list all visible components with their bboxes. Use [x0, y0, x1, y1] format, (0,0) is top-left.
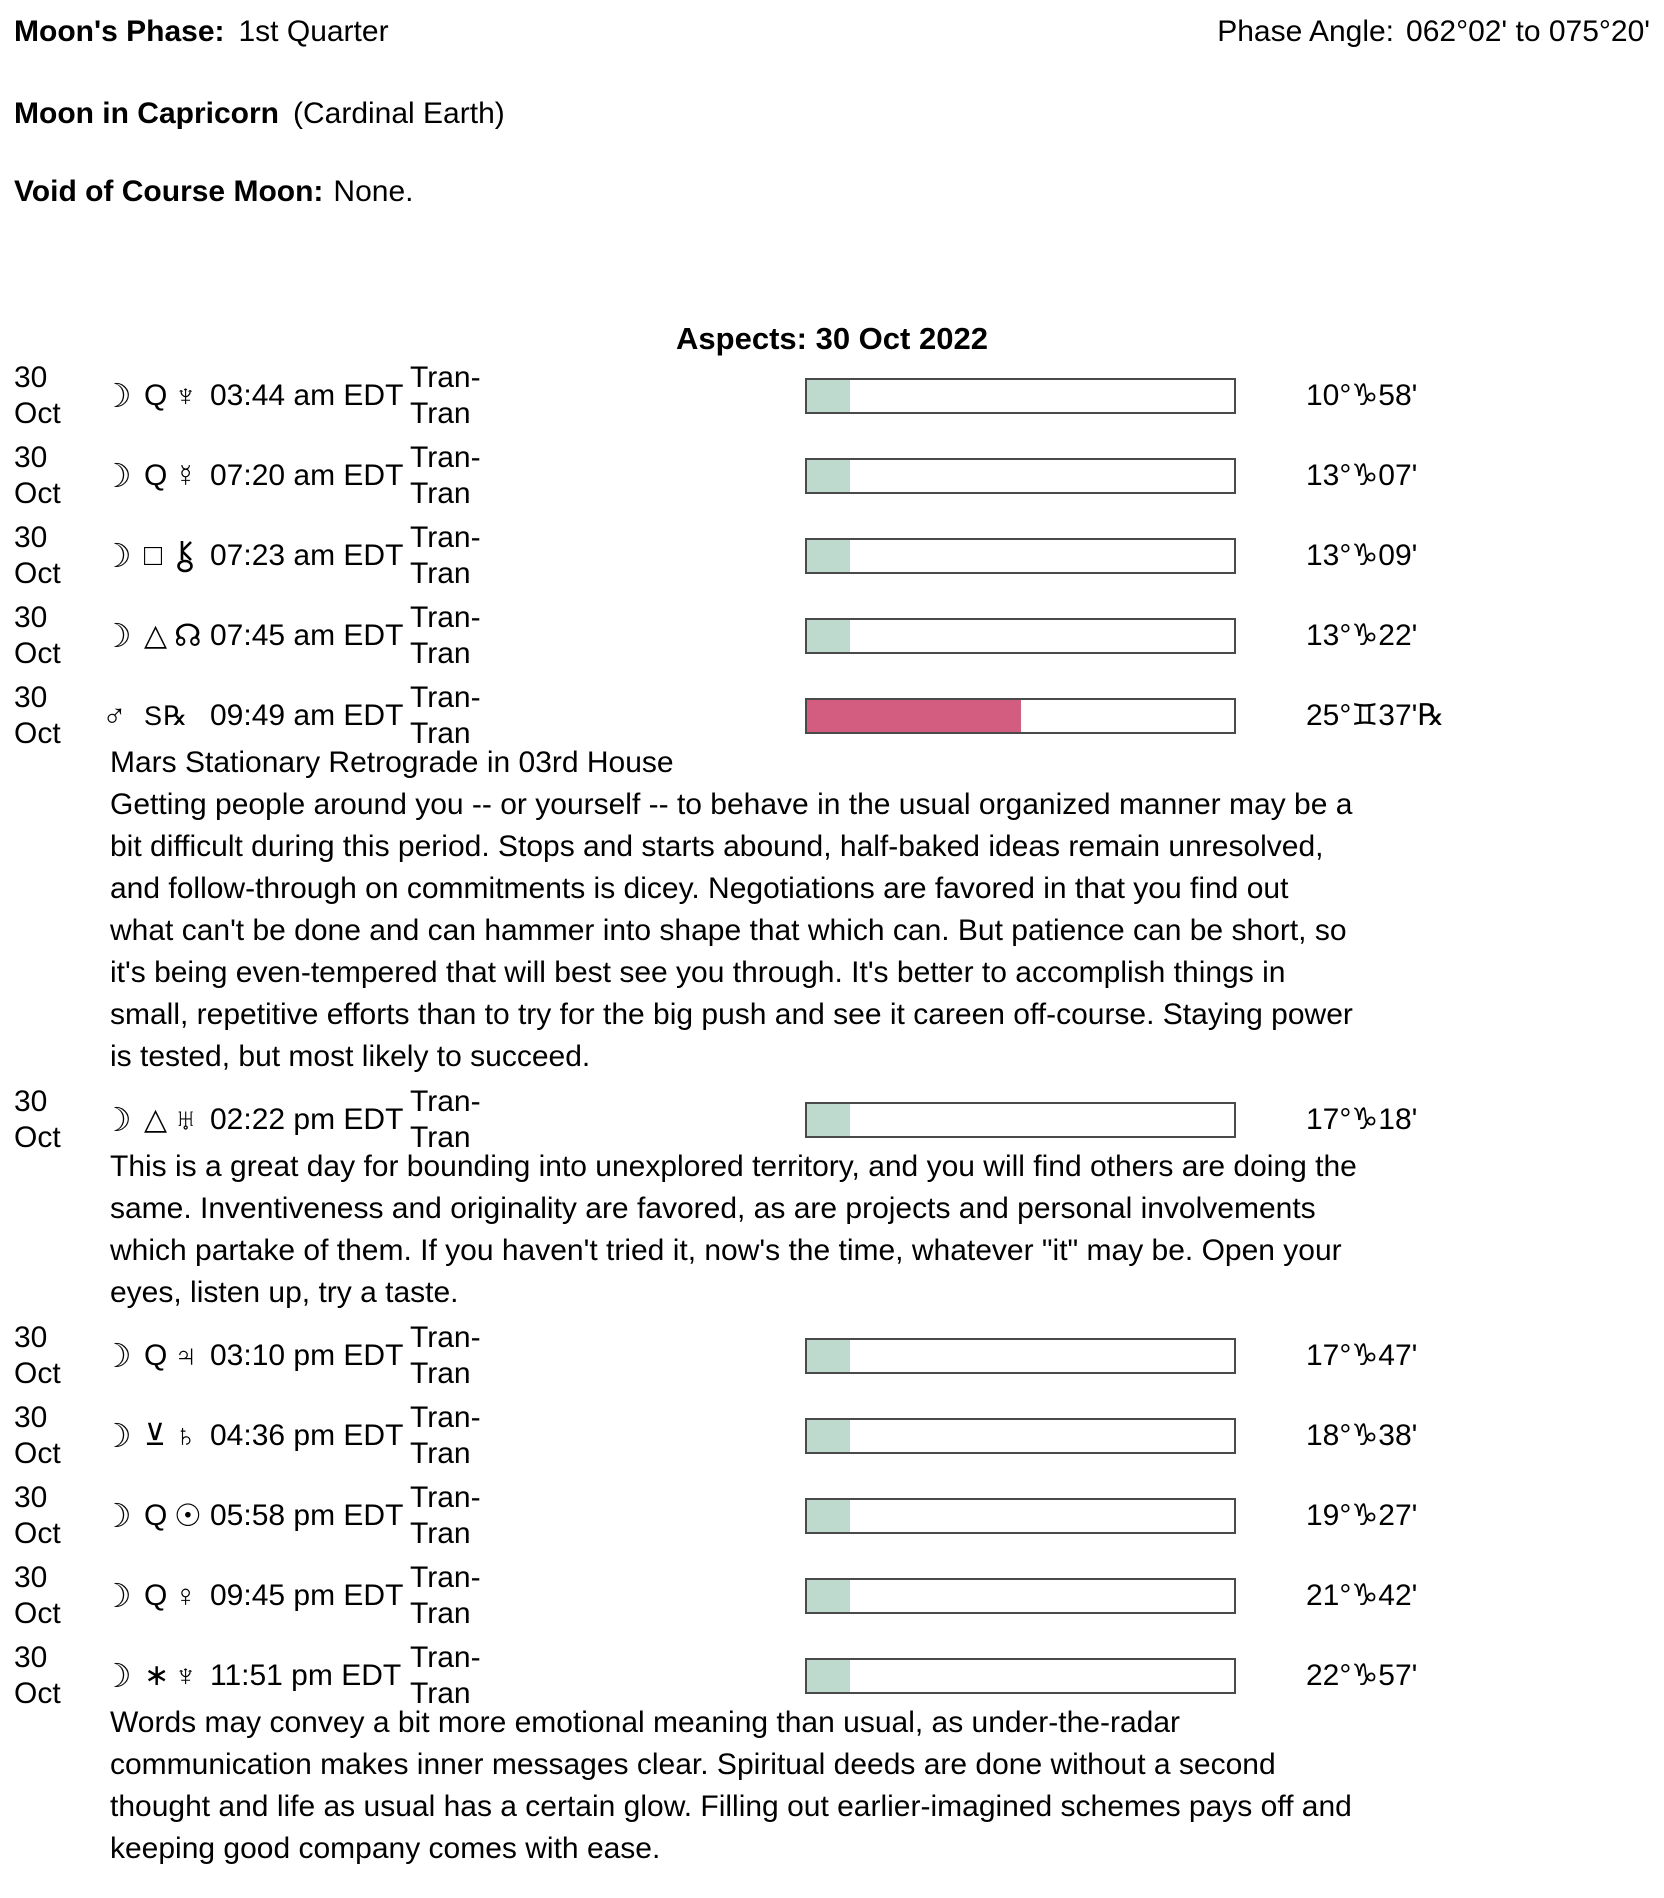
- orb-bar-fill: [807, 1660, 850, 1692]
- orb-bar: [805, 618, 1236, 654]
- chiron-icon: [174, 538, 210, 574]
- moon-sign-value: (Cardinal Earth): [293, 97, 505, 130]
- aspect-degree: 13°♑22': [1306, 619, 1418, 652]
- jupiter-icon: ♃: [174, 1338, 198, 1373]
- phase-angle-value: 062°02' to 075°20': [1406, 15, 1650, 48]
- orb-bar: [805, 698, 1236, 734]
- aspect-type: Tran-Tran: [410, 601, 481, 670]
- aspect-time: 09:49 am EDT: [210, 699, 404, 732]
- phase-angle-line: [1217, 12, 1650, 52]
- void-of-course-label: Void of Course Moon:: [14, 175, 324, 208]
- orb-bar: [805, 1658, 1236, 1694]
- orb-bar: [805, 378, 1236, 414]
- square-aspect-icon: □: [144, 539, 163, 572]
- moon-icon: ☽: [102, 1657, 132, 1694]
- aspect-time: 04:36 pm EDT: [210, 1419, 404, 1452]
- aspect-type: Tran-Tran: [410, 1561, 481, 1630]
- sextile-aspect-icon: ∗: [144, 1659, 170, 1692]
- stationary-retrograde-label: S℞: [144, 701, 189, 731]
- aspect-time: 07:23 am EDT: [210, 539, 404, 572]
- note-paragraph: This is a great day for bounding into unexplored territory, and you will find others are doing the same. Inventiveness and originality are favored, as are projects and personal involvements which partake of them. If you haven't tried it, now's the time, whatever "it" may be. Open your eyes, listen up, try a taste.: [110, 1150, 1357, 1309]
- orb-bar: [805, 538, 1236, 574]
- aspect-time: 07:45 am EDT: [210, 619, 404, 652]
- aspect-date: 30 Oct: [14, 601, 61, 670]
- trine-aspect-icon: △: [144, 619, 168, 652]
- orb-bar: [805, 1578, 1236, 1614]
- neptune-icon: ♆: [174, 378, 198, 413]
- mars-icon: ♂: [102, 697, 127, 734]
- orb-bar: [805, 458, 1236, 494]
- mercury-icon: ☿: [174, 458, 198, 493]
- quintile-aspect-icon: Q: [144, 379, 168, 412]
- quintile-aspect-icon: Q: [144, 1499, 168, 1532]
- moon-icon: ☽: [102, 457, 132, 494]
- moon-icon: ☽: [102, 1497, 132, 1534]
- note-paragraph: Getting people around you -- or yourself -- to behave in the usual organized manner may be a bit difficult during this period. Stops and starts abound, half-baked ideas remain unresolved, and follow-through on commitments is dicey. Negotiations are favored in that you find out what can't be done and can hammer into shape that which can. But patience can be short, so it's being even-tempered that will best see you through. It's better to accomplish things in small, repetitive efforts than to try for the big push and see it careen off-course. Staying power is tested, but most likely to succeed.: [110, 788, 1353, 1073]
- venus-icon: ♀: [174, 1578, 198, 1613]
- aspect-degree: 21°♑42': [1306, 1579, 1418, 1612]
- moon-sign-label: Moon in Capricorn: [14, 97, 279, 130]
- aspect-degree: 13°♑09': [1306, 539, 1418, 572]
- aspect-type: Tran-Tran: [410, 521, 481, 590]
- aspect-row: [14, 681, 1650, 750]
- moon-icon: ☽: [102, 1101, 132, 1138]
- aspect-degree: 18°♑38': [1306, 1419, 1418, 1452]
- aspect-type: Tran-Tran: [410, 1085, 481, 1154]
- aspect-row: [14, 1401, 1650, 1470]
- aspects-title: Aspects: 30 Oct 2022: [676, 321, 988, 356]
- aspect-date: 30 Oct: [14, 1561, 61, 1630]
- orb-bar-fill: [807, 700, 1021, 732]
- orb-bar-fill: [807, 540, 850, 572]
- aspect-row: [14, 1641, 1650, 1710]
- aspect-row: [14, 1481, 1650, 1550]
- orb-bar: [805, 1338, 1236, 1374]
- aspect-date: 30 Oct: [14, 521, 61, 590]
- aspect-type: Tran-Tran: [410, 1401, 481, 1470]
- orb-bar-fill: [807, 380, 850, 412]
- aspect-row: [14, 1321, 1650, 1390]
- quintile-aspect-icon: Q: [144, 459, 168, 492]
- aspect-time: 11:51 pm EDT: [210, 1659, 402, 1692]
- orb-bar: [805, 1102, 1236, 1138]
- chiron-glyph-shape: [174, 538, 198, 574]
- note-heading: Mars Stationary Retrograde in 03rd House: [110, 746, 674, 779]
- trine-aspect-icon: △: [144, 1103, 168, 1136]
- orb-bar-fill: [807, 620, 850, 652]
- orb-bar: [805, 1498, 1236, 1534]
- aspect-date: 30 Oct: [14, 1401, 61, 1470]
- aspect-note: [110, 1146, 1358, 1314]
- quintile-aspect-icon: Q: [144, 1579, 168, 1612]
- aspect-type: Tran-Tran: [410, 1321, 481, 1390]
- aspect-row: [14, 601, 1650, 670]
- orb-bar-fill: [807, 1420, 850, 1452]
- semisextile-aspect-icon: ⊻: [144, 1419, 166, 1452]
- moon-icon: ☽: [102, 1577, 132, 1614]
- aspect-type: Tran-Tran: [410, 681, 481, 750]
- moon-icon: ☽: [102, 537, 132, 574]
- aspect-time: 03:10 pm EDT: [210, 1339, 404, 1372]
- aspect-date: 30 Oct: [14, 1085, 61, 1154]
- orb-bar-fill: [807, 1500, 850, 1532]
- phase-angle-label: Phase Angle:: [1217, 15, 1395, 48]
- orb-bar-fill: [807, 1580, 850, 1612]
- aspect-date: 30 Oct: [14, 361, 61, 430]
- quintile-aspect-icon: Q: [144, 1339, 168, 1372]
- moon-icon: ☽: [102, 617, 132, 654]
- aspect-time: 07:20 am EDT: [210, 459, 404, 492]
- aspect-type: Tran-Tran: [410, 1641, 481, 1710]
- aspect-rows: [14, 361, 1650, 1870]
- moons-phase-line: [14, 12, 389, 52]
- aspect-row: [14, 1561, 1650, 1630]
- north-node-icon: ☊: [174, 618, 202, 653]
- moon-sign-line: [14, 94, 1650, 134]
- aspect-time: 05:58 pm EDT: [210, 1499, 404, 1532]
- header-top-row: [14, 12, 1650, 52]
- aspect-note: [110, 1702, 1358, 1870]
- sun-icon: ☉: [174, 1498, 202, 1533]
- aspect-time: 03:44 am EDT: [210, 379, 404, 412]
- orb-bar-fill: [807, 460, 850, 492]
- note-paragraph: Words may convey a bit more emotional meaning than usual, as under-the-radar communication makes inner messages clear. Spiritual deeds are done without a second thought and life as usual has a certain glow. Filling out earlier-imagined schemes pays off and keeping good company comes with ease.: [110, 1706, 1352, 1865]
- orb-bar: [805, 1418, 1236, 1454]
- uranus-icon: ♅: [174, 1102, 198, 1137]
- aspect-degree: 19°♑27': [1306, 1499, 1418, 1532]
- aspect-date: 30 Oct: [14, 1321, 61, 1390]
- void-of-course-line: [14, 172, 1650, 212]
- moons-phase-value: 1st Quarter: [238, 15, 389, 48]
- moon-icon: ☽: [102, 377, 132, 414]
- aspect-time: 02:22 pm EDT: [210, 1103, 404, 1136]
- orb-bar-fill: [807, 1104, 850, 1136]
- void-of-course-value: None.: [333, 175, 414, 208]
- aspect-type: Tran-Tran: [410, 441, 481, 510]
- aspect-row: [14, 441, 1650, 510]
- aspect-time: 09:45 pm EDT: [210, 1579, 404, 1612]
- neptune-icon: ♆: [174, 1658, 198, 1693]
- moon-icon: ☽: [102, 1337, 132, 1374]
- aspect-type: Tran-Tran: [410, 1481, 481, 1550]
- aspect-row: [14, 361, 1650, 430]
- moons-phase-label: Moon's Phase:: [14, 15, 225, 48]
- aspect-type: Tran-Tran: [410, 361, 481, 430]
- aspect-date: 30 Oct: [14, 1641, 61, 1710]
- saturn-icon: ♄: [174, 1418, 198, 1453]
- aspect-note: [110, 742, 1358, 1078]
- aspect-date: 30 Oct: [14, 1481, 61, 1550]
- aspect-degree: 10°♑58': [1306, 379, 1418, 412]
- aspect-date: 30 Oct: [14, 681, 61, 750]
- moon-icon: ☽: [102, 1417, 132, 1454]
- aspect-degree: 13°♑07': [1306, 459, 1418, 492]
- aspect-degree: 17°♑47': [1306, 1339, 1418, 1372]
- aspect-degree: 25°♊37'℞: [1306, 699, 1445, 732]
- aspect-date: 30 Oct: [14, 441, 61, 510]
- aspect-row: [14, 521, 1650, 590]
- aspect-degree: 17°♑18': [1306, 1103, 1418, 1136]
- aspect-row: [14, 1085, 1650, 1154]
- aspect-degree: 22°♑57': [1306, 1659, 1418, 1692]
- orb-bar-fill: [807, 1340, 850, 1372]
